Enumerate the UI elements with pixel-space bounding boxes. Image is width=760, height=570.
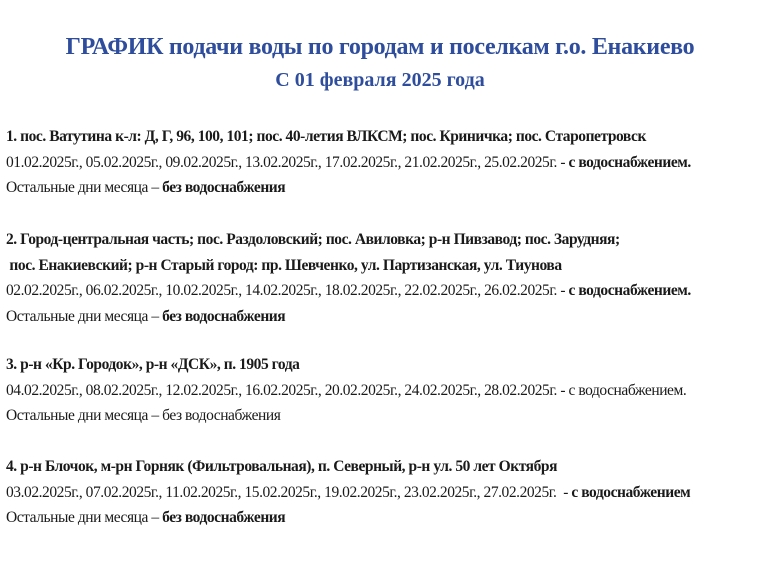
section-heading-continued: пос. Енакиевский; р-н Старый город: пр. Шевченко, ул. Партизанская, ул. Тиунова [6,256,562,274]
supply-dates-line [6,480,758,506]
other-days-status: без водоснабжения [162,307,286,325]
other-days-line [6,403,758,429]
page-subtitle: С 01 февраля 2025 года [275,69,485,91]
other-days-label: Остальные дни месяца – [6,407,159,424]
schedule-section-2 [6,227,758,329]
other-days-line [6,175,758,201]
supply-dates-line [6,278,758,304]
other-days-label: Остальные дни месяца – [6,307,159,325]
other-days-status: без водоснабжения [162,509,286,526]
other-days-line [6,304,758,330]
other-days-label: Остальные дни месяца – [6,179,159,196]
other-days-status: без водоснабжения [162,179,286,196]
schedule-section-4 [6,454,758,531]
supply-status: с водоснабжением [571,483,691,501]
other-days-status: без водоснабжения [162,407,281,424]
section-heading: 3. р-н «Кр. Городок», р-н «ДСК», п. 1905 года [6,356,300,373]
supply-dates-line [6,150,758,176]
supply-status: с водоснабжением. [568,153,691,171]
schedule-section-3 [6,352,758,429]
schedule-section-1 [6,124,758,201]
page-title: ГРАФИК подачи воды по городам и поселкам г.о. Енакиево [65,34,695,60]
supply-dates: 02.02.2025г., 06.02.2025г., 10.02.2025г., 14.02.2025г., 18.02.2025г., 22.02.2025г., 26.02.2025г. - [6,282,566,299]
section-heading: 2. Город-центральная часть; пос. Раздоловский; пос. Авиловка; р-н Пивзавод; пос. Зарудняя; [6,231,620,248]
other-days-label: Остальные дни месяца – [6,509,159,526]
other-days-line [6,505,758,531]
supply-dates: 01.02.2025г., 05.02.2025г., 09.02.2025г., 13.02.2025г., 17.02.2025г., 21.02.2025г., 25.02.2025г. - [6,153,566,171]
section-heading: 1. пос. Ватутина к-л: Д, Г, 96, 100, 101; пос. 40-летия ВЛКСМ; пос. Криничка; пос. Старопетровск [6,128,646,145]
section-heading: 4. р-н Блочок, м-рн Горняк (Фильтровальная), п. Северный, р-н ул. 50 лет Октября [6,458,558,475]
supply-status: с водоснабжением. [568,282,691,299]
supply-dates: 04.02.2025г., 08.02.2025г., 12.02.2025г., 16.02.2025г., 20.02.2025г., 24.02.2025г., 28.02.2025г. - [6,381,566,399]
supply-dates-line [6,378,758,404]
supply-status: с водоснабжением. [568,381,687,399]
supply-dates: 03.02.2025г., 07.02.2025г., 11.02.2025г., 15.02.2025г., 19.02.2025г., 23.02.2025г., 27.02.2025г. - [6,483,568,501]
